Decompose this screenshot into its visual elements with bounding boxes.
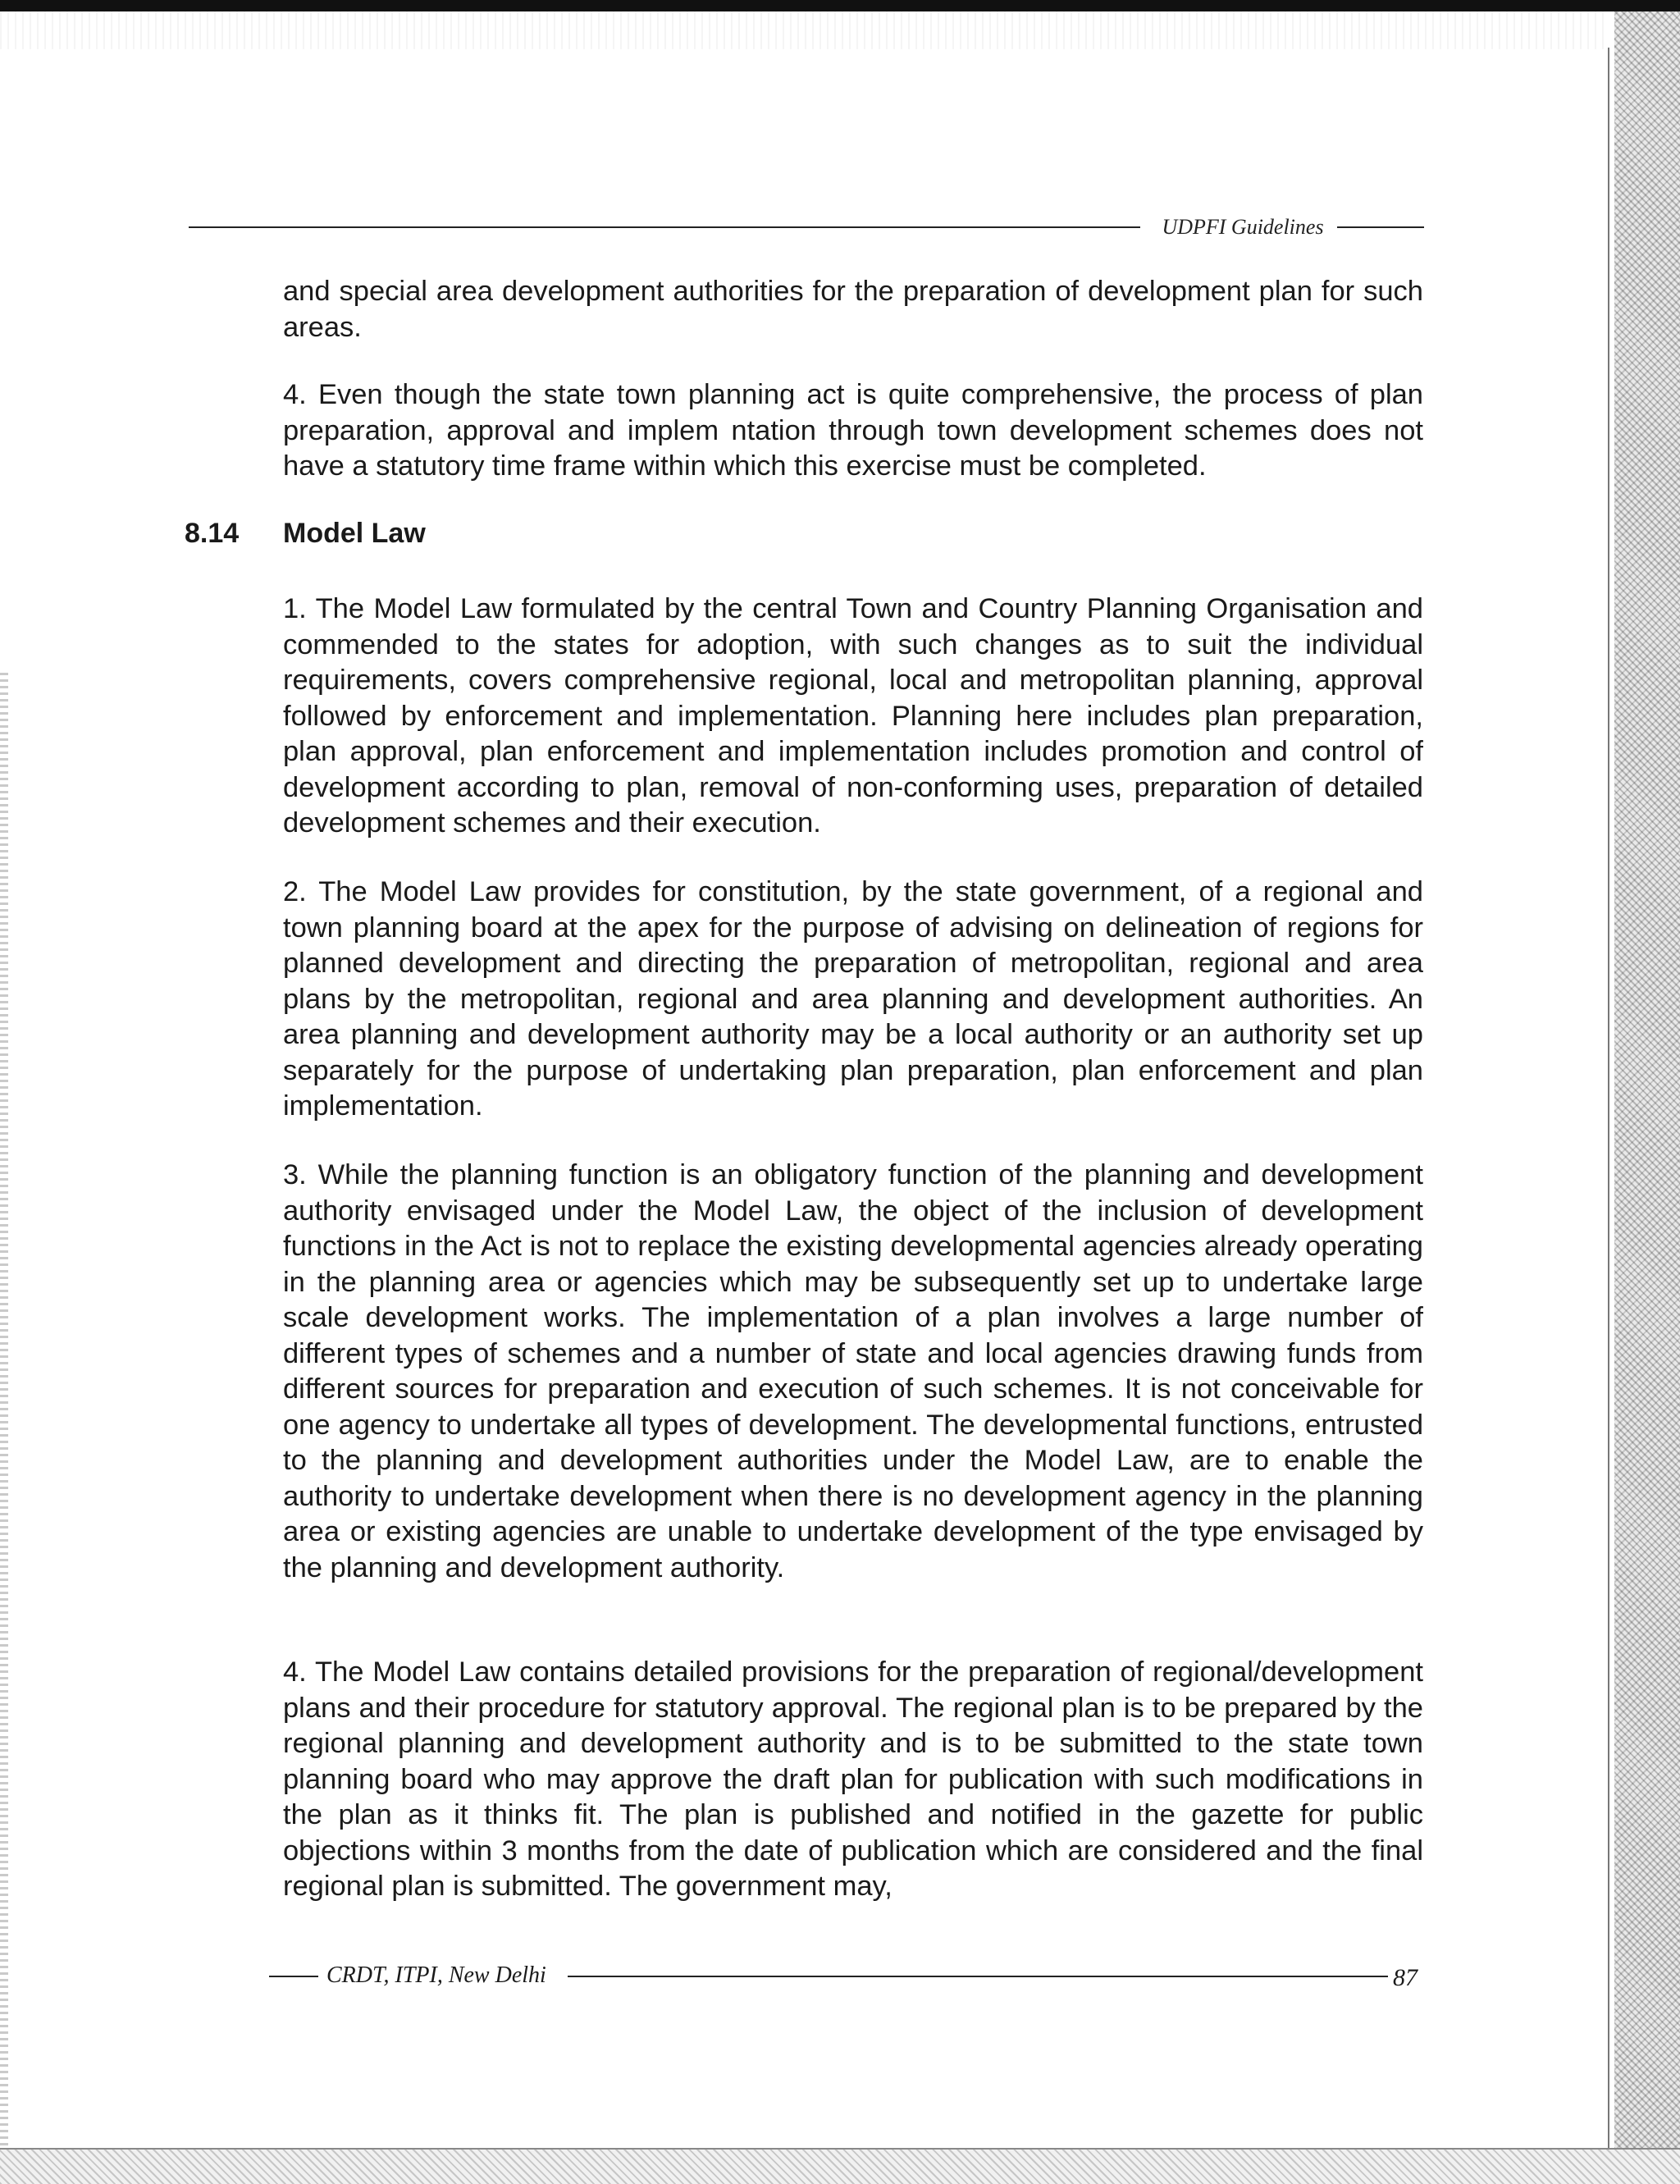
header-rule — [189, 226, 1140, 228]
running-title: UDPFI Guidelines — [1162, 215, 1324, 239]
header-rule-end — [1337, 226, 1424, 228]
scan-border-left — [0, 673, 8, 2150]
section-number: 8.14 — [185, 518, 240, 549]
section-paragraph-2: 2. The Model Law provides for constitution, by the state government, of a regional and town planning board at the apex for the purpose of advising on delineation of regions for planned development and directing the preparation of metropolitan, regional and area plans by the metropolitan, regional and area planning and development authorities. An area planning and development authority may be a local authority or an authority set up separately for the purpose of undertaking plan preparation, plan enforcement and plan implementation. — [283, 876, 1423, 1122]
section-paragraph-1: 1. The Model Law formulated by the central Town and Country Planning Organisation and commended to the states for adoption, with such changes as to suit the individual requirements, covers comprehensive regional, local and metropolitan planning, approval followed by enforcement and implementation. Planning here includes plan preparation, plan approval, plan enforcement and implementation includes promotion and control of development according to plan, removal of non-conforming uses, preparation of detailed development schemes and their execution. — [283, 593, 1423, 838]
footer-rule — [568, 1976, 1388, 1977]
paragraph-point-4: 4. Even though the state town planning act is quite comprehensive, the process of plan preparation, approval and implem ntation through town development schemes does not have a statutory time frame within which this exercise must be completed. — [283, 379, 1423, 482]
paragraph-continued: and special area development authorities for the preparation of development plan for such areas. — [283, 276, 1423, 343]
section-paragraph-4: 4. The Model Law contains detailed provisions for the preparation of regional/development plans and their procedure for statutory approval. The regional plan is to be prepared by the regional planning and development authority and is to be submitted to the state town planning board who may approve the draft plan for publication with such modifications in the plan as it thinks fit. The plan is published and notified in the gazette for public objections within 3 months from the date of publication which are considered and the final regional plan is submitted. The government may, — [283, 1656, 1423, 1902]
running-header — [189, 215, 1424, 240]
page-number: 87 — [1393, 1964, 1418, 1991]
section-paragraph-3: 3. While the planning function is an obligatory function of the planning and development authority envisaged under the Model Law, the object of the inclusion of development functions in the Act is not to replace the existing developmental agencies already operating in the planning area or agencies which may be subsequently set up to undertake large scale development works. The implementation of a plan involves a large number of different types of schemes and a number of state and local agencies drawing funds from different sources for preparation and execution of such schemes. It is not conceivable for one agency to undertake all types of development. The developmental functions, entrusted to the planning and development authorities under the Model Law, are to enable the authority to undertake development when there is no development agency in the planning area or existing agencies are unable to undertake development of the type envisaged by the planning and development authority. — [283, 1159, 1423, 1583]
scan-border-bottom — [0, 2148, 1680, 2184]
section-title: Model Law — [283, 518, 426, 549]
page-edge — [1608, 48, 1609, 2181]
page-footer — [269, 1962, 1427, 1995]
scan-noise-top — [0, 11, 1608, 49]
footer-organisation: CRDT, ITPI, New Delhi — [326, 1962, 546, 1988]
footer-rule-left — [269, 1976, 318, 1977]
scan-border-top — [0, 0, 1680, 11]
scan-border-right — [1614, 11, 1680, 2184]
